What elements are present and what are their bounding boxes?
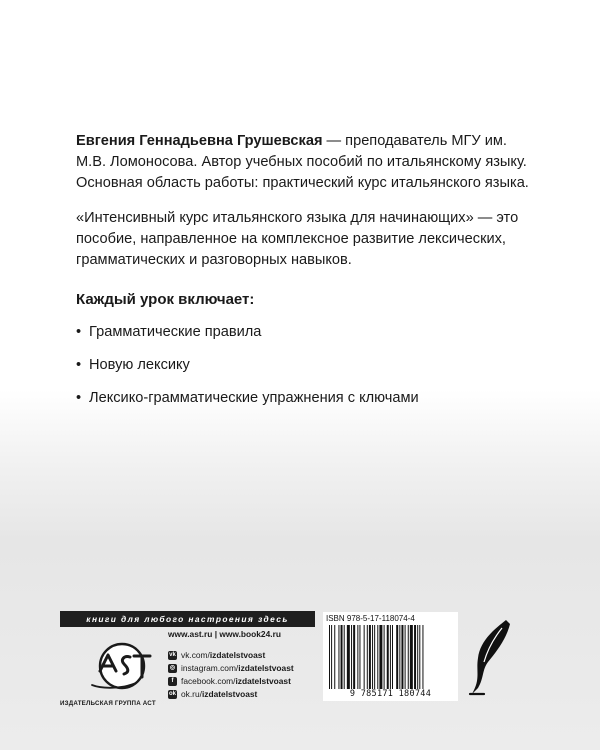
publisher-websites: www.ast.ru | www.book24.ru: [168, 629, 281, 639]
author-bio: — преподаватель МГУ им. М.В. Ломоносова. Автор учебных пособий по итальянскому языку. Основная область работы: практический курс итальянского языка.: [76, 133, 529, 191]
book-description: «Интенсивный курс итальянского языка для начинающих» — это пособие, направленное на комплексное развитие лексических, грамматических и разговорных навыков.: [76, 210, 519, 268]
author-paragraph: [76, 131, 536, 194]
social-link-facebook[interactable]: [168, 675, 294, 688]
social-prefix: instagram.com/: [181, 663, 239, 673]
barcode: [327, 625, 454, 689]
social-prefix: vk.com/: [181, 650, 210, 660]
social-links: [168, 649, 294, 701]
odnoklassniki-icon: ok: [168, 691, 176, 697]
social-handle: izdatelstvoast: [238, 663, 294, 673]
social-handle: izdatelstvoast: [209, 650, 266, 660]
social-prefix: facebook.com/: [181, 676, 236, 686]
social-link-odnoklassniki[interactable]: [168, 688, 294, 701]
quill-logo: [466, 618, 514, 696]
social-handle: izdatelstvoast: [235, 676, 291, 686]
facebook-icon: f: [168, 677, 177, 686]
annotation-block: [76, 131, 536, 421]
social-prefix: ok.ru/: [181, 689, 202, 699]
instagram-icon: ◎: [169, 665, 176, 671]
social-link-instagram[interactable]: [168, 662, 294, 675]
barcode-digits: 9 785171 180744: [349, 689, 432, 699]
isbn-number: ISBN 978-5-17-118074-4: [326, 614, 415, 623]
author-name: Евгения Геннадьевна Грушевская: [76, 133, 323, 149]
list-item: • Лексико-грамматические упражнения с ключами: [76, 388, 536, 409]
isbn-block: [323, 612, 458, 701]
list-item: • Грамматические правила: [76, 322, 536, 343]
lesson-contents-list: [76, 322, 536, 409]
publisher-caption: ИЗДАТЕЛЬСКАЯ ГРУППА АСТ: [60, 700, 156, 707]
social-link-vk[interactable]: [168, 649, 294, 662]
lesson-heading: Каждый урок включает:: [76, 291, 255, 308]
vk-icon: vk: [169, 652, 176, 658]
ast-logo: [82, 641, 162, 691]
list-item: • Новую лексику: [76, 355, 536, 376]
slogan-bar: книги для любого настроения здесь: [60, 611, 315, 627]
social-handle: izdatelstvoast: [201, 689, 258, 699]
